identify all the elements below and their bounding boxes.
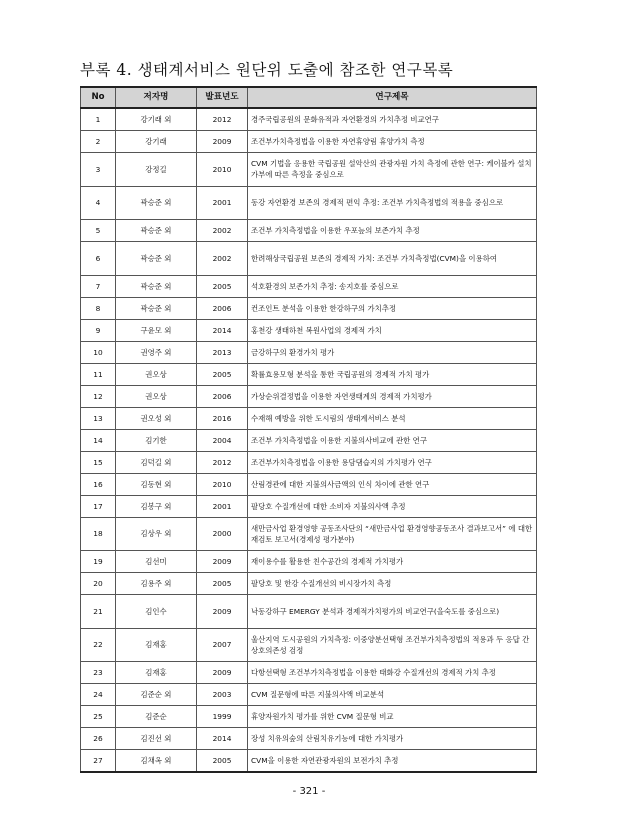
row-author: 곽승준 외 <box>116 242 197 276</box>
row-year: 2009 <box>197 551 248 573</box>
row-year: 2007 <box>197 628 248 662</box>
page-number: - 321 - <box>292 786 326 797</box>
row-year: 2000 <box>197 517 248 551</box>
row-title: 가상순위결정법을 이용한 자연생태계의 경제적 가치평가 <box>248 385 537 407</box>
row-author: 곽승준 외 <box>116 297 197 319</box>
row-number: 4 <box>81 186 116 220</box>
row-author: 김재홍 <box>116 628 197 662</box>
header-author: 저자명 <box>116 87 197 108</box>
row-year: 2005 <box>197 750 248 773</box>
row-title: 재이용수를 활용한 친수공간의 경제적 가치평가 <box>248 551 537 573</box>
row-title: 경주국립공원의 문화유적과 자연환경의 가치추정 비교연구 <box>248 108 537 131</box>
row-number: 9 <box>81 319 116 341</box>
header-year: 발표년도 <box>197 87 248 108</box>
row-title: 조건부가치측정법을 이용한 자연휴양림 휴양가치 측정 <box>248 131 537 153</box>
row-author: 곽승준 외 <box>116 220 197 242</box>
row-number: 26 <box>81 728 116 750</box>
row-number: 23 <box>81 662 116 684</box>
row-author: 김준순 <box>116 706 197 728</box>
row-author: 김동현 외 <box>116 473 197 495</box>
table-row <box>81 153 537 187</box>
row-title: 조건부 가치측정법을 이용한 우포늪의 보존가치 추정 <box>248 220 537 242</box>
row-number: 5 <box>81 220 116 242</box>
table-body <box>81 108 537 772</box>
row-number: 24 <box>81 684 116 706</box>
row-title: 한려해상국립공원 보존의 경제적 가치: 조건부 가치측정법(CVM)을 이용하여 <box>248 242 537 276</box>
row-title: 새만금사업 환경영향 공동조사단의 “새만금사업 환경영향공동조사 결과보고서” 에 대한 재검토 보고서(경제성 평가분야) <box>248 517 537 551</box>
row-number: 17 <box>81 495 116 517</box>
row-year: 2001 <box>197 495 248 517</box>
table-row <box>81 131 537 153</box>
row-author: 강기래 <box>116 131 197 153</box>
table-row <box>81 363 537 385</box>
table-row <box>81 242 537 276</box>
row-author: 김덕길 외 <box>116 451 197 473</box>
row-title: 낙동강하구 EMERGY 분석과 경제적가치평가의 비교연구(을숙도를 중심으로) <box>248 595 537 629</box>
row-title: 동강 자연환경 보존의 경제적 편익 추정: 조건부 가치측정법의 적용을 중심으로 <box>248 186 537 220</box>
table-row <box>81 429 537 451</box>
row-number: 20 <box>81 573 116 595</box>
row-author: 곽승준 외 <box>116 275 197 297</box>
table-row <box>81 662 537 684</box>
table-row <box>81 551 537 573</box>
row-title: 석호환경의 보존가치 추정: 송지호를 중심으로 <box>248 275 537 297</box>
row-year: 2010 <box>197 153 248 187</box>
row-number: 16 <box>81 473 116 495</box>
row-author: 김봉구 외 <box>116 495 197 517</box>
row-year: 2006 <box>197 297 248 319</box>
table-row <box>81 108 537 131</box>
row-number: 15 <box>81 451 116 473</box>
row-number: 10 <box>81 341 116 363</box>
row-year: 2009 <box>197 131 248 153</box>
row-year: 2003 <box>197 684 248 706</box>
row-title: CVM 질문형에 따른 지불의사액 비교분석 <box>248 684 537 706</box>
row-title: 금강하구의 환경가치 평가 <box>248 341 537 363</box>
table-row <box>81 595 537 629</box>
header-no: No <box>81 87 116 108</box>
table-row <box>81 451 537 473</box>
row-title: 조건부 가치측정법을 이용한 지불의사비교에 관한 연구 <box>248 429 537 451</box>
row-year: 2006 <box>197 385 248 407</box>
row-title: 장성 치유의숲의 산림치유기능에 대한 가치평가 <box>248 728 537 750</box>
page-title: 부록 4. 생태계서비스 원단위 도출에 참조한 연구목록 <box>80 61 454 79</box>
table-row <box>81 728 537 750</box>
table-row <box>81 275 537 297</box>
row-title: 휴양자원가치 평가를 위한 CVM 질문형 비교 <box>248 706 537 728</box>
reference-table <box>80 86 537 773</box>
row-author: 김재홍 <box>116 662 197 684</box>
row-year: 2009 <box>197 595 248 629</box>
row-year: 2014 <box>197 319 248 341</box>
row-author: 권오성 외 <box>116 407 197 429</box>
row-title: 울산지역 도시공원의 가치측정: 이중양분선택형 조건부가치측정법의 적용과 두 응답 간 상호의존성 검정 <box>248 628 537 662</box>
row-number: 3 <box>81 153 116 187</box>
row-year: 2014 <box>197 728 248 750</box>
table-row <box>81 385 537 407</box>
table-row <box>81 341 537 363</box>
row-title: 수재해 예방을 위한 도시림의 생태계서비스 분석 <box>248 407 537 429</box>
row-year: 2005 <box>197 573 248 595</box>
row-title: 팔당호 수질개선에 대한 소비자 지불의사액 추정 <box>248 495 537 517</box>
row-number: 12 <box>81 385 116 407</box>
row-year: 2005 <box>197 363 248 385</box>
row-title: 다항선택형 조건부가치측정법을 이용한 태화강 수질개선의 경제적 가치 추정 <box>248 662 537 684</box>
row-number: 18 <box>81 517 116 551</box>
table-row <box>81 186 537 220</box>
row-year: 2005 <box>197 275 248 297</box>
row-year: 2013 <box>197 341 248 363</box>
row-number: 8 <box>81 297 116 319</box>
row-author: 곽승준 외 <box>116 186 197 220</box>
row-author: 강정길 <box>116 153 197 187</box>
row-year: 2001 <box>197 186 248 220</box>
row-title: CVM 기법을 응용한 국립공원 설악산의 관광자원 가치 측정에 관한 연구: 케이블카 설치 가부에 따른 측정을 중심으로 <box>248 153 537 187</box>
table-row <box>81 517 537 551</box>
row-number: 19 <box>81 551 116 573</box>
row-title: 컨조인트 분석을 이용한 한강하구의 가치추정 <box>248 297 537 319</box>
table-row <box>81 407 537 429</box>
row-number: 7 <box>81 275 116 297</box>
table-row <box>81 297 537 319</box>
row-year: 2016 <box>197 407 248 429</box>
row-title: 조건부가치측정법을 이용한 용담댐습지의 가치평가 연구 <box>248 451 537 473</box>
row-title: 확률효용모형 분석을 통한 국립공원의 경제적 가치 평가 <box>248 363 537 385</box>
row-title: 홍천강 생태하천 복원사업의 경제적 가치 <box>248 319 537 341</box>
row-author: 김기한 <box>116 429 197 451</box>
table-row <box>81 573 537 595</box>
row-author: 김진선 외 <box>116 728 197 750</box>
row-number: 6 <box>81 242 116 276</box>
row-author: 구윤모 외 <box>116 319 197 341</box>
table-row <box>81 628 537 662</box>
row-year: 2012 <box>197 108 248 131</box>
row-year: 1999 <box>197 706 248 728</box>
row-number: 21 <box>81 595 116 629</box>
row-year: 2004 <box>197 429 248 451</box>
row-number: 2 <box>81 131 116 153</box>
row-author: 강기래 외 <box>116 108 197 131</box>
row-author: 김인수 <box>116 595 197 629</box>
row-year: 2002 <box>197 242 248 276</box>
row-author: 김용주 외 <box>116 573 197 595</box>
row-number: 11 <box>81 363 116 385</box>
table-row <box>81 473 537 495</box>
row-title: 팔당호 및 한강 수질개선의 비시장가치 측정 <box>248 573 537 595</box>
row-author: 김채옥 외 <box>116 750 197 773</box>
row-year: 2009 <box>197 662 248 684</box>
row-number: 1 <box>81 108 116 131</box>
row-number: 27 <box>81 750 116 773</box>
row-title: 산림경관에 대한 지불의사금액의 인식 차이에 관한 연구 <box>248 473 537 495</box>
row-title: CVM을 이용한 자연관광자원의 보전가치 추정 <box>248 750 537 773</box>
row-author: 김선미 <box>116 551 197 573</box>
row-year: 2002 <box>197 220 248 242</box>
table-row <box>81 684 537 706</box>
row-author: 권영주 외 <box>116 341 197 363</box>
row-number: 13 <box>81 407 116 429</box>
row-year: 2010 <box>197 473 248 495</box>
table-row <box>81 220 537 242</box>
header-title: 연구제목 <box>248 87 537 108</box>
row-number: 14 <box>81 429 116 451</box>
table-row <box>81 495 537 517</box>
table-row <box>81 706 537 728</box>
table-header-row <box>81 87 537 108</box>
row-author: 권오상 <box>116 363 197 385</box>
table-row <box>81 319 537 341</box>
row-number: 25 <box>81 706 116 728</box>
row-author: 김준순 외 <box>116 684 197 706</box>
row-number: 22 <box>81 628 116 662</box>
table-row <box>81 750 537 773</box>
row-author: 권오상 <box>116 385 197 407</box>
row-author: 김상우 외 <box>116 517 197 551</box>
row-year: 2012 <box>197 451 248 473</box>
